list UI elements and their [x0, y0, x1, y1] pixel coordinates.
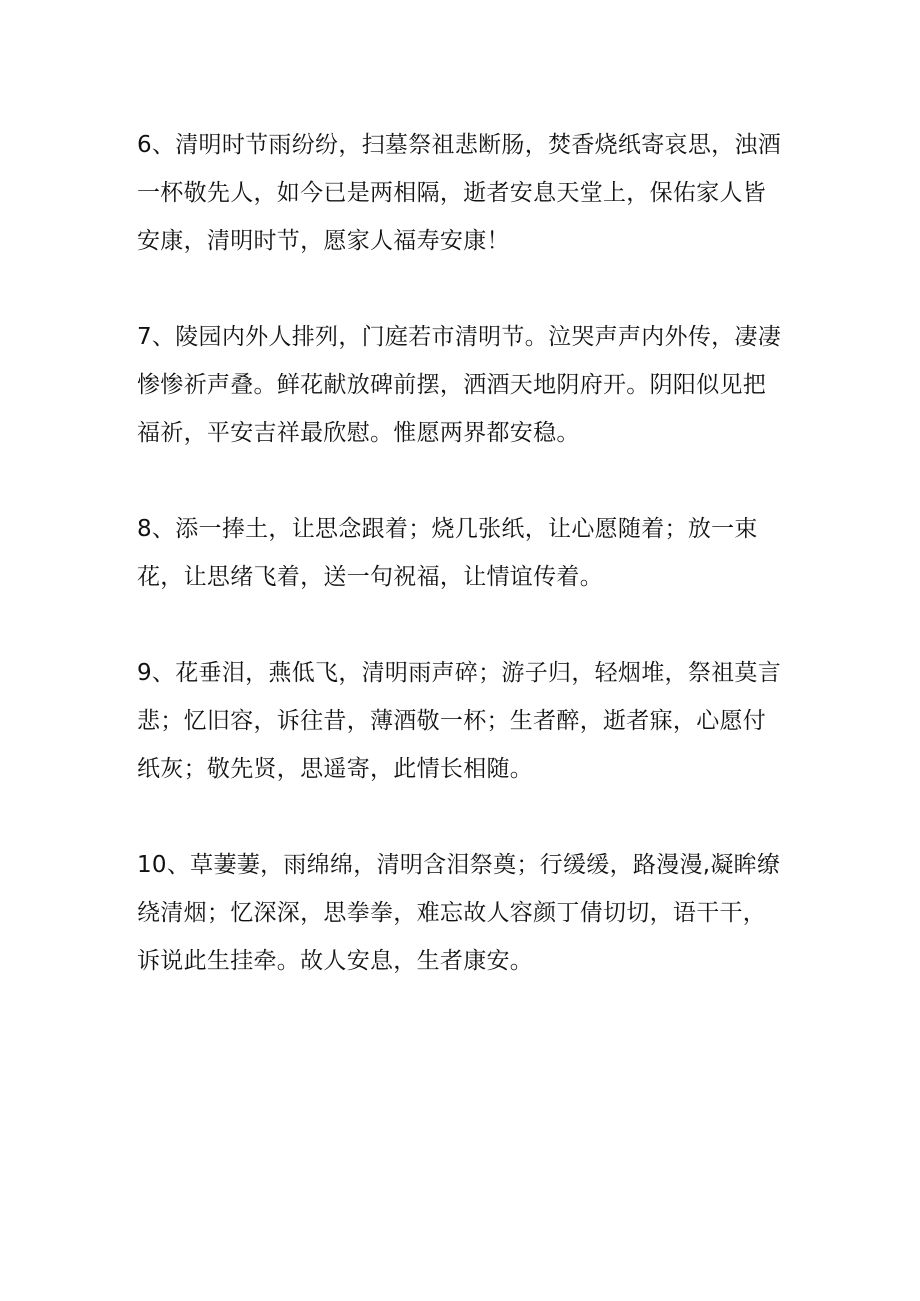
paragraph-10: 10、草萋萋，雨绵绵，清明含泪祭奠；行缓缓，路漫漫,凝眸缭绕清烟；忆深深，思拳拳，难忘故人容颜丁倩切切，语干干，诉说此生挂牵。故人安息，生者康安。 — [137, 852, 781, 974]
paragraph-6: 6、清明时节雨纷纷，扫墓祭祖悲断肠，焚香烧纸寄哀思，浊酒一杯敬先人，如今已是两相隔，逝者安息天堂上，保佑家人皆安康，清明时节，愿家人福寿安康！ — [137, 132, 782, 254]
paragraph-8: 8、添一捧土，让思念跟着；烧几张纸，让心愿随着；放一束花，让思绪飞着，送一句祝福，让情谊传着。 — [137, 516, 758, 590]
paragraph-9: 9、花垂泪，燕低飞，清明雨声碎；游子归，轻烟堆，祭祖莫言悲；忆旧容，诉往昔，薄酒敬一杯；生者醉，逝者寐，心愿付纸灰；敬先贤，思遥寄，此情长相随。 — [137, 660, 782, 782]
paragraph-7: 7、陵园内外人排列，门庭若市清明节。泣哭声声内外传，凄凄惨惨祈声叠。鲜花献放碑前摆，洒酒天地阴府开。阴阳似见把福祈，平安吉祥最欣慰。惟愿两界都安稳。 — [137, 324, 782, 446]
document-body — [137, 121, 785, 1033]
